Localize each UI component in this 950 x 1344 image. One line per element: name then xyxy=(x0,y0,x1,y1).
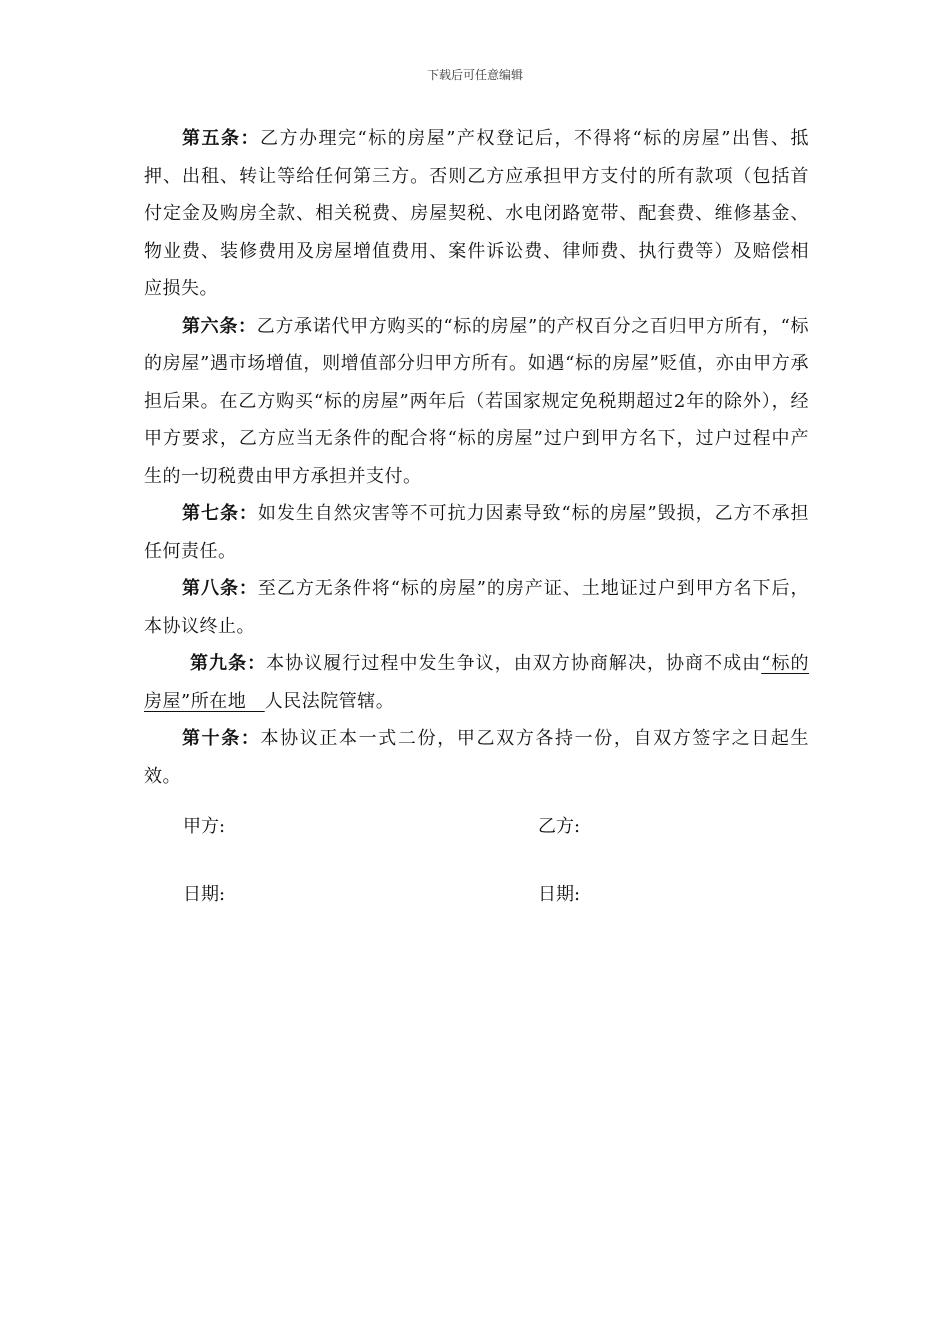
court-location-blank: “标的房屋”所在地 xyxy=(144,653,810,712)
party-b-signature-label: 乙方: xyxy=(538,816,581,837)
party-a-date-label: 日期: xyxy=(183,884,226,905)
agreement-body xyxy=(144,120,809,795)
clause-text: 本协议履行过程中发生争议，由双方协商解决，协商不成由 xyxy=(266,653,762,674)
clause-text: 如发生自然灾害等不可抗力因素导致“标的房屋”毁损，乙方不承担任何责任。 xyxy=(144,503,809,562)
clause-text: 至乙方无条件将“标的房屋”的房产证、土地证过户到甲方名下后，本协议终止。 xyxy=(144,578,809,637)
clause-8 xyxy=(144,570,809,645)
clause-heading: 第六条： xyxy=(182,315,257,337)
clause-heading: 第十条： xyxy=(182,728,261,749)
clause-5 xyxy=(144,120,809,308)
clause-heading: 第七条： xyxy=(182,503,258,524)
clause-text: 乙方办理完“标的房屋”产权登记后，不得将“标的房屋”出售、抵押、出租、转让等给任何第三方。否则乙方应承担甲方支付的所有款项（包括首付定金及购房全款、相关税费、房屋契税、水电闭路宽带、配套费、维修基金、物业费、装修费用及房屋增值费用、案件诉讼费、律师费、执行费等）及赔偿相应损失。 xyxy=(144,128,810,299)
party-a-signature-label: 甲方: xyxy=(183,816,226,837)
clause-heading: 第八条： xyxy=(182,578,258,599)
clause-heading: 第五条： xyxy=(182,128,261,149)
clause-6 xyxy=(144,308,809,496)
clause-text-tail: 人民法院管辖。 xyxy=(264,690,395,712)
clause-9 xyxy=(144,645,809,720)
clause-text: 乙方承诺代甲方购买的“标的房屋”的产权百分之百归甲方所有，“标的房屋”遇市场增值，则增值部分归甲方所有。如遇“标的房屋”贬值，亦由甲方承担后果。在乙方购买“标的房屋”两年后（若国家规定免税期超过2年的除外），经甲方要求，乙方应当无条件的配合将“标的房屋”过户到甲方名下，过户过程中产生的一切税费由甲方承担并支付。 xyxy=(144,315,810,487)
clause-heading: 第九条： xyxy=(190,653,267,674)
clause-10 xyxy=(144,720,809,795)
clause-7 xyxy=(144,495,809,570)
party-b-date-label: 日期: xyxy=(538,884,581,905)
clause-text: 本协议正本一式二份，甲乙双方各持一份，自双方签字之日起生效。 xyxy=(144,728,810,787)
page-header: 下载后可任意编辑 xyxy=(426,68,523,82)
